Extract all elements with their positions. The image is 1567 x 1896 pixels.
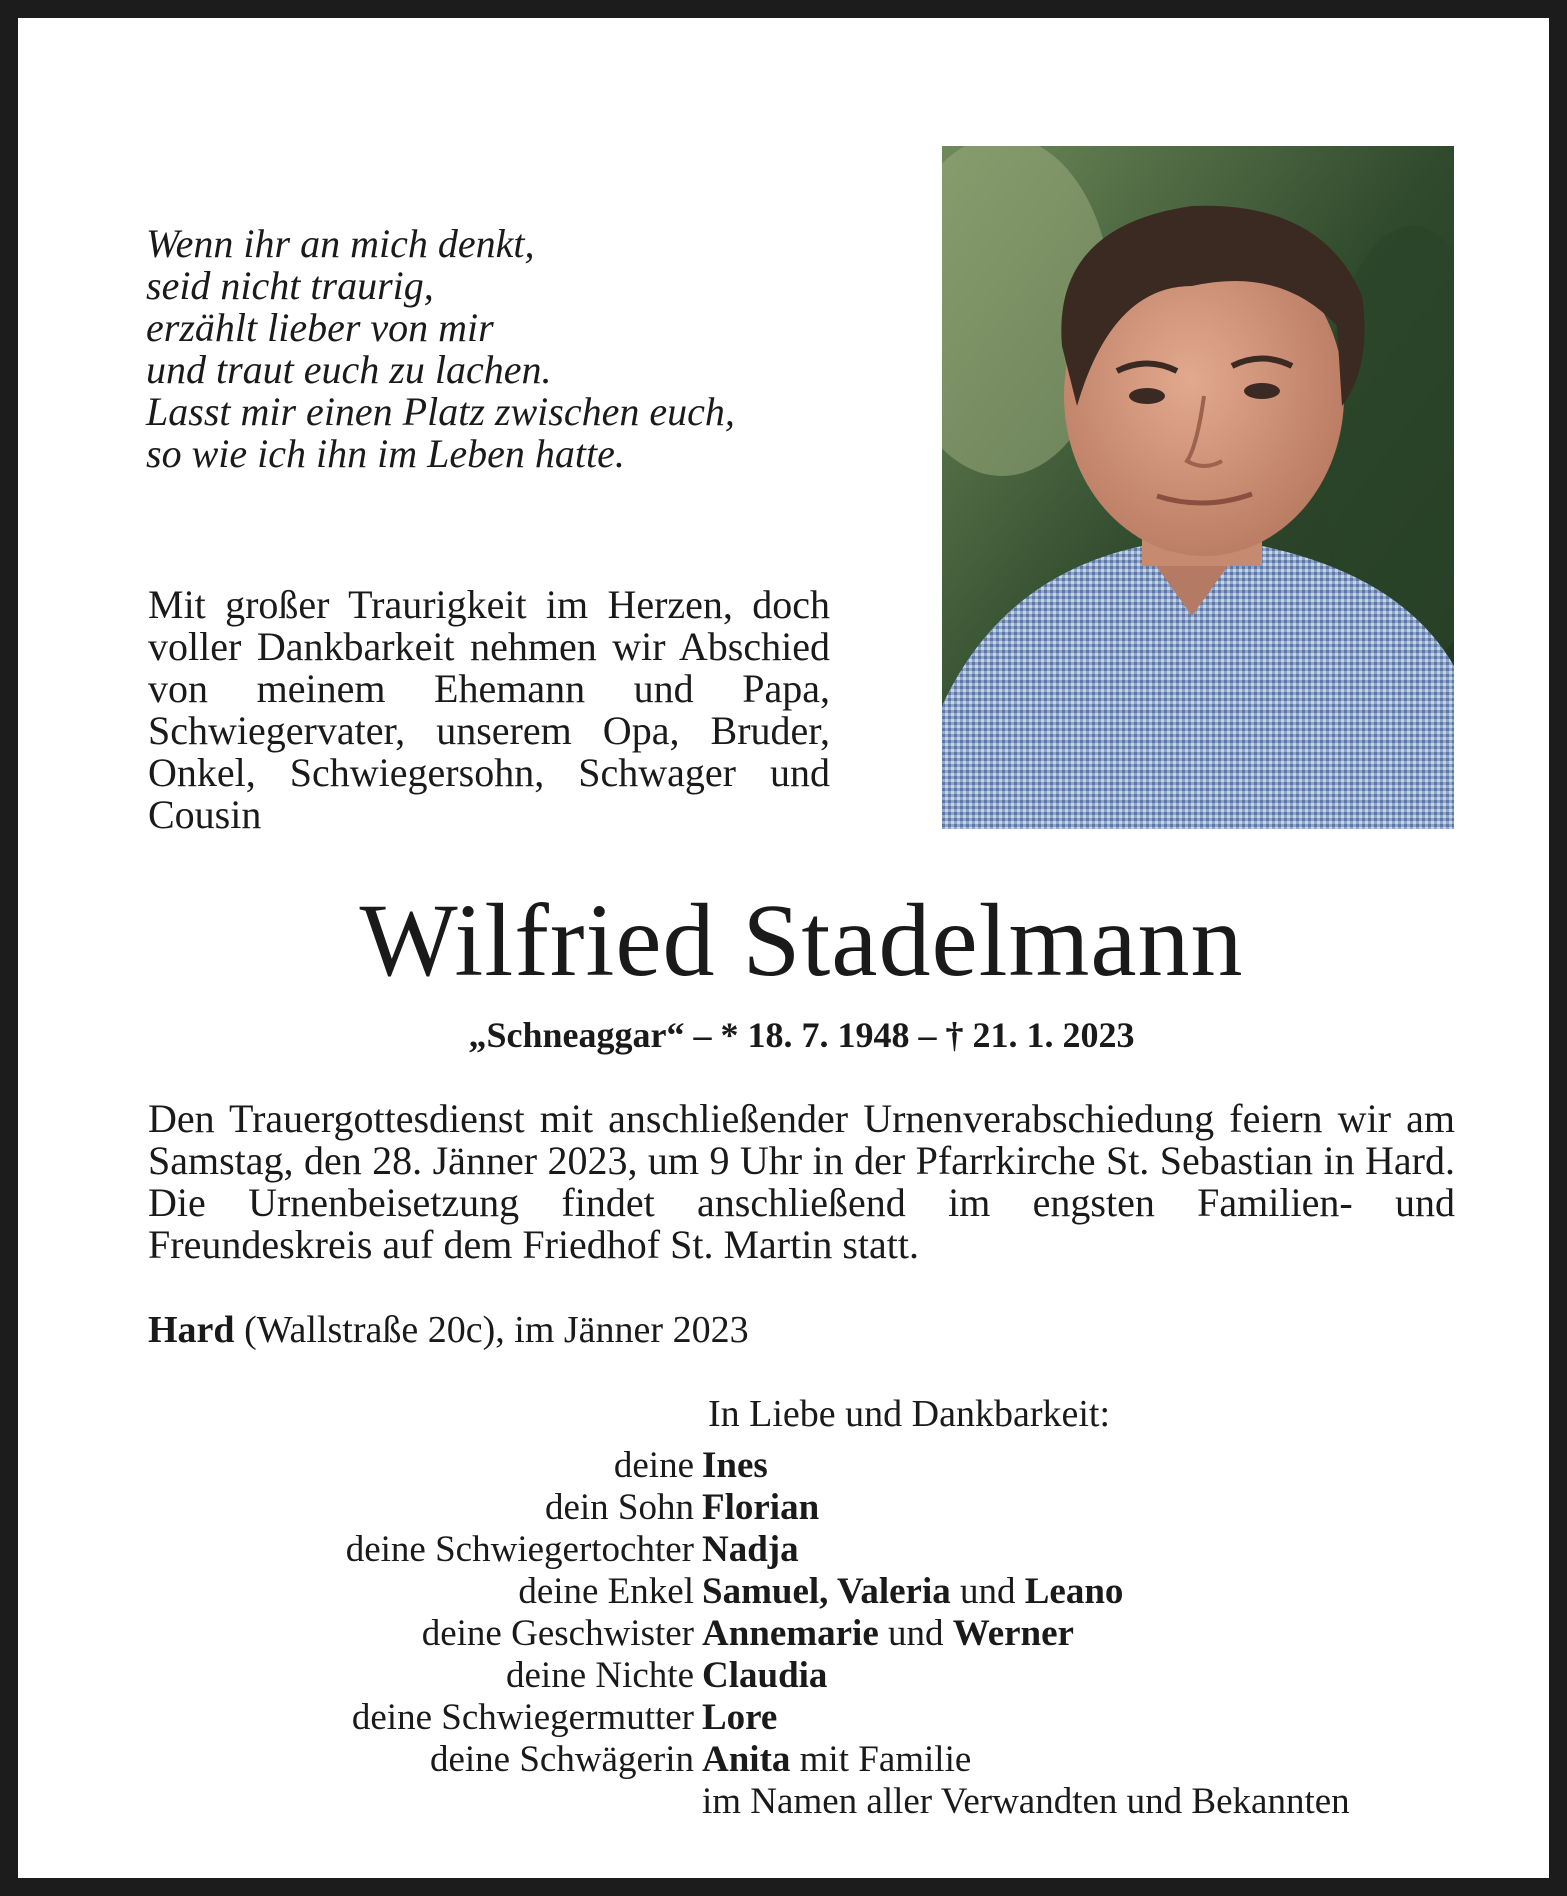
mourner-relation: deine	[613, 1445, 694, 1486]
mourner-relation: deine Schwiegertochter	[345, 1529, 694, 1570]
mourner-suffix: im Namen aller Verwandten und Bekannten	[702, 1781, 1350, 1822]
mourner-name: Claudia	[702, 1655, 828, 1696]
mourner-names	[702, 1781, 1468, 1823]
mourner-names	[702, 1739, 1468, 1781]
place-town: Hard	[148, 1309, 235, 1351]
mourner-name: Anita	[702, 1739, 791, 1780]
mourner-suffix: mit Familie	[790, 1739, 972, 1780]
nickname-and-dates: „Schneaggar“ – * 18. 7. 1948 – † 21. 1. 2023	[468, 1015, 1135, 1055]
poem-line: und traut euch zu lachen.	[146, 347, 552, 392]
mourner-names	[702, 1445, 1468, 1487]
mourner-row	[148, 1487, 1468, 1529]
mourner-name: Florian	[702, 1487, 820, 1528]
mourner-names	[702, 1529, 1468, 1571]
poem-line: seid nicht traurig,	[146, 263, 434, 308]
mourner-row	[148, 1445, 1468, 1487]
mourner-row	[148, 1697, 1468, 1739]
portrait-photo	[942, 146, 1454, 829]
mourner-names	[702, 1487, 1468, 1529]
poem-line: Lasst mir einen Platz zwischen euch,	[146, 389, 735, 434]
place-and-date	[148, 1309, 1148, 1351]
mourners-list	[148, 1445, 1468, 1823]
mourner-name: Werner	[952, 1613, 1074, 1654]
mourner-name: Samuel, Valeria	[702, 1571, 951, 1612]
mourner-row	[148, 1613, 1468, 1655]
mourner-relation: deine Geschwister	[421, 1613, 694, 1654]
mourner-name: Leano	[1024, 1571, 1124, 1612]
mourner-joiner: und	[950, 1571, 1025, 1612]
portrait-image	[942, 146, 1454, 829]
mourner-row	[148, 1739, 1468, 1781]
poem-line: erzählt lieber von mir	[146, 305, 494, 350]
mourner-names	[702, 1613, 1468, 1655]
deceased-name: Wilfried Stadelmann	[359, 883, 1244, 998]
mourner-names	[702, 1655, 1468, 1697]
mourner-joiner: und	[878, 1613, 953, 1654]
mourner-names	[702, 1571, 1468, 1613]
mourner-relation: deine Schwägerin	[429, 1739, 694, 1780]
mourner-row	[148, 1655, 1468, 1697]
mourner-relation: deine Enkel	[518, 1571, 694, 1612]
mourner-relation: deine Schwiegermutter	[351, 1697, 694, 1738]
mourner-name: Nadja	[702, 1529, 799, 1570]
intro-text: Mit großer Traurigkeit im Herzen, doch voller Dankbarkeit nehmen wir Abschied von meinem Ehemann und Papa, Schwiegervater, unserem Opa, Bruder, Onkel, Schwiegersohn, Schwager und Cousin	[148, 582, 830, 837]
love-line: In Liebe und Dankbarkeit:	[708, 1393, 1111, 1435]
mourner-name: Annemarie	[702, 1613, 879, 1654]
mourner-row	[148, 1571, 1468, 1613]
poem	[146, 223, 786, 475]
mourner-relation: deine Nichte	[506, 1655, 694, 1696]
mourner-name: Lore	[702, 1697, 778, 1738]
mourner-row	[148, 1781, 1468, 1823]
mourner-names	[702, 1697, 1468, 1739]
poem-line: so wie ich ihn im Leben hatte.	[146, 431, 625, 476]
mourner-relation	[148, 1781, 702, 1823]
mourner-name: Ines	[702, 1445, 768, 1486]
mourner-row	[148, 1529, 1468, 1571]
place-address-date: (Wallstraße 20c), im Jänner 2023	[234, 1309, 749, 1351]
mourner-relation: dein Sohn	[544, 1487, 694, 1528]
service-announcement: Den Trauergottesdienst mit anschließender Urnenverabschiedung feiern wir am Samstag, den 28. Jänner 2023, um 9 Uhr in der Pfarrkirche St. Sebastian in Hard. Die Urnenbeisetzung findet anschließend im engsten Familien- und Freundeskreis auf dem Friedhof St. Martin statt.	[148, 1096, 1455, 1267]
poem-line: Wenn ihr an mich denkt,	[146, 221, 535, 266]
